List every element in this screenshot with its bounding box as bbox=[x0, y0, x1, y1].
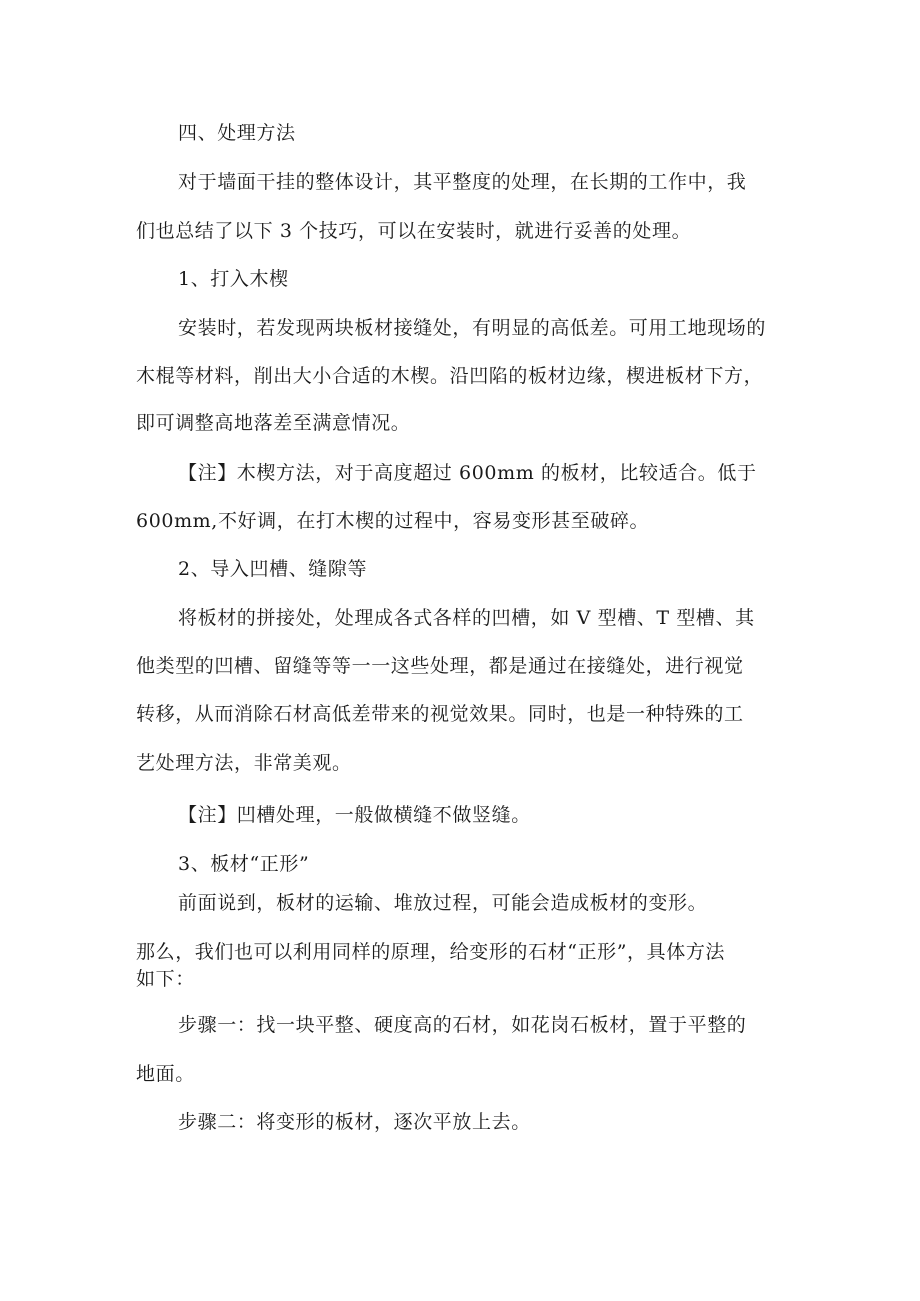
paragraph-line: 木棍等材料，削出大小合适的木楔。沿凹陷的板材边缘，楔进板材下方， bbox=[136, 365, 764, 387]
paragraph-line: 前面说到，板材的运输、堆放过程，可能会造成板材的变形。 bbox=[178, 892, 708, 914]
paragraph-line: 对于墙面干挂的整体设计，其平整度的处理，在长期的工作中，我 bbox=[178, 171, 747, 193]
paragraph-line: 将板材的拼接处，处理成各式各样的凹槽，如 V 型槽、T 型槽、其 bbox=[178, 607, 755, 629]
paragraph-line: 们也总结了以下 3 个技巧，可以在安装时，就进行妥善的处理。 bbox=[136, 220, 692, 242]
subsection-heading: 3、板材“正形” bbox=[178, 853, 310, 875]
paragraph-line: 如下： bbox=[136, 968, 195, 990]
paragraph-line: 安装时，若发现两块板材接缝处，有明显的高低差。可用工地现场的 bbox=[178, 317, 767, 339]
step-line: 步骤一：找一块平整、硬度高的石材，如花岗石板材，置于平整的 bbox=[178, 1014, 747, 1036]
subsection-heading: 2、导入凹槽、缝隙等 bbox=[178, 558, 368, 580]
paragraph-line: 他类型的凹槽、留缝等等一一这些处理，都是通过在接缝处，进行视觉 bbox=[136, 655, 744, 677]
note-line: 600mm,不好调，在打木楔的过程中，容易变形甚至破碎。 bbox=[136, 510, 650, 532]
step-line: 步骤二：将变形的板材，逐次平放上去。 bbox=[178, 1111, 531, 1133]
paragraph-line: 转移，从而消除石材高低差带来的视觉效果。同时，也是一种特殊的工 bbox=[136, 703, 744, 725]
paragraph-line: 即可调整高地落差至满意情况。 bbox=[136, 412, 411, 434]
note-line: 【注】木楔方法，对于高度超过 600mm 的板材，比较适合。低于 bbox=[178, 462, 757, 484]
subsection-heading: 1、打入木楔 bbox=[178, 268, 289, 290]
section-heading: 四、处理方法 bbox=[178, 122, 296, 144]
paragraph-line: 那么，我们也可以利用同样的原理，给变形的石材“正形”，具体方法 bbox=[136, 941, 726, 963]
paragraph-line: 艺处理方法，非常美观。 bbox=[136, 752, 352, 774]
step-line: 地面。 bbox=[136, 1063, 195, 1085]
note-line: 【注】凹槽处理，一般做横缝不做竖缝。 bbox=[178, 804, 531, 826]
